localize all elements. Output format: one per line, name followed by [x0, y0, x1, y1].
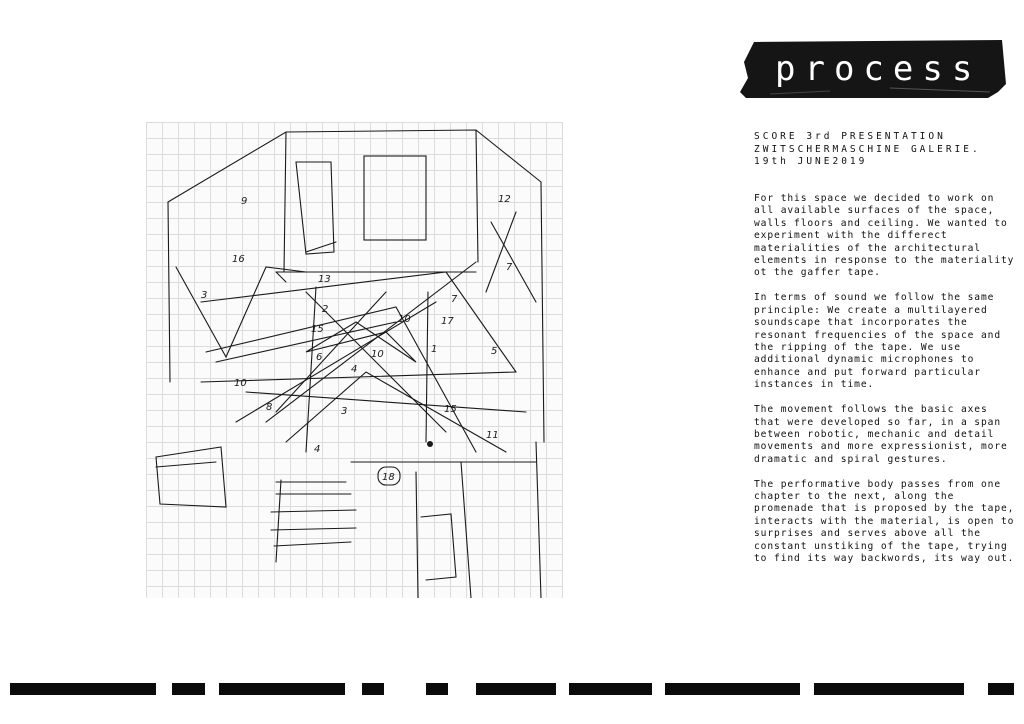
sketch-label: 15	[444, 404, 457, 415]
sketch-label: 10	[398, 314, 411, 325]
sketch-label: 8	[266, 402, 273, 413]
sketch-label: 1	[431, 344, 438, 355]
sketch-label: 15	[311, 324, 324, 335]
dash-segment	[814, 683, 964, 695]
sketch-label: 6	[316, 352, 323, 363]
sketch-label: 10	[371, 349, 384, 360]
sketch-label: 7	[506, 262, 513, 273]
dash-segment	[988, 683, 1014, 695]
paragraph-space: For this space we decided to work on all available surfaces of the space, walls floors and ceiling. We wanted to experiment with the differect materialities of the architectural elements in response to the materiality ot the gaffer tape.	[754, 193, 1015, 279]
paragraph-performative-body: The performative body passes from one chapter to the next, along the promenade that is proposed by the tape, interacts with the material, is open to surprises and serves above all the constant unstiking of the tape, trying to find its way backwords, its way out.	[754, 478, 1015, 565]
sketch-label: 3	[201, 290, 208, 301]
heading-line-2: ZWITSCHERMASCHINE GALERIE.	[754, 143, 981, 155]
heading-line-3: 19th JUNE2019	[754, 156, 868, 167]
dash-segment	[362, 683, 384, 695]
dash-segment	[172, 683, 205, 695]
sketch-label: 18	[382, 472, 395, 483]
heading-line-1: SCORE 3rd PRESENTATION	[754, 131, 946, 142]
sketch-label: 17	[441, 316, 454, 327]
presentation-heading	[754, 131, 1014, 169]
dash-segment	[665, 683, 800, 695]
sketch-image	[146, 122, 563, 598]
sketch-label: 7	[451, 294, 458, 305]
sketch-label: 16	[232, 254, 245, 265]
dash-segment	[476, 683, 556, 695]
dash-segment	[426, 683, 448, 695]
sketch-label: 2	[322, 304, 329, 315]
paragraph-sound: In terms of sound we follow the same principle: We create a multilayered soundscape that incorporates the resonant frequencies of the space and the ripping of the tape. We use additional dynamic microphones to enhance and put forward particular instances in time.	[754, 292, 1002, 391]
dash-segment	[219, 683, 345, 695]
sketch-label: 5	[491, 346, 498, 357]
page-title: process	[775, 49, 982, 89]
sketch-label: 10	[234, 378, 247, 389]
dash-segment	[569, 683, 652, 695]
sketch-label: 4	[314, 444, 321, 455]
sketch-label: 13	[318, 274, 331, 285]
sketch-label: 3	[341, 406, 348, 417]
sketch-label: 9	[241, 196, 248, 207]
sketch-label: 11	[486, 430, 499, 441]
description-text	[754, 193, 1016, 578]
paragraph-movement: The movement follows the basic axes that were developed so far, in a span between robotic, mechanic and detail movements and more expressionist, more dramatic and spiral gestures.	[754, 404, 1008, 465]
sketch-label: 12	[498, 194, 511, 205]
sketch-label: 4	[351, 364, 358, 375]
dash-segment	[10, 683, 156, 695]
